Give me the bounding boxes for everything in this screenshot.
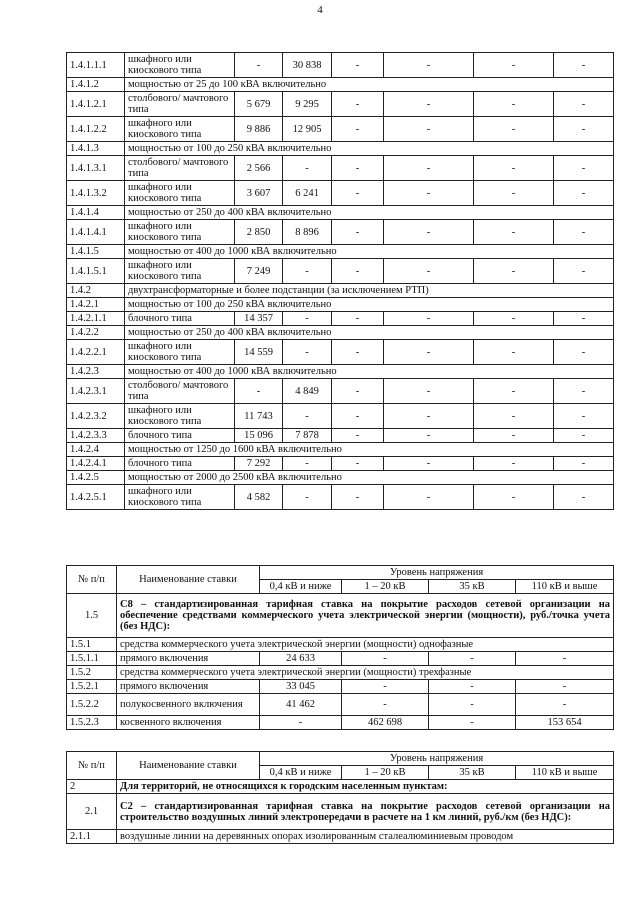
item-label: прямого включения [117,652,260,666]
row-number: 1.4.2 [67,284,125,298]
value-cell: - [384,379,474,404]
value-cell: - [554,485,614,510]
row-number: 1.4.2.1 [67,298,125,312]
value-cell: 7 249 [235,259,283,284]
value-cell: - [384,117,474,142]
value-cell: - [235,379,283,404]
table-row [67,594,614,638]
voltage-level: 110 кВ и выше [516,766,614,780]
value-cell: - [332,485,384,510]
value-cell: 7 878 [283,429,332,443]
value-cell: 24 633 [260,652,342,666]
row-number: 1.4.1.4 [67,206,125,220]
table-row [67,92,614,117]
table-row [67,694,614,716]
value-cell: - [554,379,614,404]
value-cell: - [554,312,614,326]
table-row [67,716,614,730]
col-header-num: № п/п [67,752,117,780]
value-cell: - [384,53,474,78]
table-row [67,326,614,340]
section-label: мощностью от 1250 до 1600 кВА включительно [125,443,614,457]
value-cell: 14 559 [235,340,283,365]
item-label: шкафного или киоскового типа [125,117,235,142]
row-number: 1.4.2.3.2 [67,404,125,429]
value-cell: - [384,156,474,181]
value-cell: - [283,312,332,326]
value-cell: - [260,716,342,730]
table-row [67,457,614,471]
value-cell: - [384,457,474,471]
value-cell: - [474,485,554,510]
table-row [67,365,614,379]
value-cell: 33 045 [260,680,342,694]
col-header-num: № п/п [67,566,117,594]
table-row [67,78,614,92]
table-row [67,471,614,485]
value-cell: - [332,379,384,404]
section-label: мощностью от 250 до 400 кВА включительно [125,206,614,220]
section-label: мощностью от 250 до 400 кВА включительно [125,326,614,340]
value-cell: - [384,92,474,117]
value-cell: 2 566 [235,156,283,181]
value-cell: 7 292 [235,457,283,471]
value-cell: - [516,652,614,666]
value-cell: - [342,652,429,666]
table-row [67,340,614,365]
voltage-level: 35 кВ [429,580,516,594]
row-number: 2 [67,780,117,794]
section-label: мощностью от 100 до 250 кВА включительно [125,142,614,156]
value-cell: 9 295 [283,92,332,117]
value-cell: 41 462 [260,694,342,716]
value-cell: - [474,429,554,443]
table-row [67,680,614,694]
item-label: столбового/ мачтового типа [125,92,235,117]
tariff-table-substations [66,52,614,510]
row-number: 1.4.1.5.1 [67,259,125,284]
section-label: мощностью от 400 до 1000 кВА включительно [125,245,614,259]
value-cell: - [429,694,516,716]
table-row [67,638,614,652]
value-cell: - [283,485,332,510]
value-cell: - [474,156,554,181]
section-label: мощностью от 2000 до 2500 кВА включительно [125,471,614,485]
value-cell: - [332,340,384,365]
table-row [67,830,614,844]
item-label: блочного типа [125,457,235,471]
value-cell: - [283,156,332,181]
row-number: 1.5.1.1 [67,652,117,666]
row-number: 2.1 [67,794,117,830]
section-title: Для территорий, не относящихся к городским населенным пунктам: [117,780,614,794]
row-number: 1.4.1.3 [67,142,125,156]
value-cell: 4 849 [283,379,332,404]
section-title: С8 – стандартизированная тарифная ставка на покрытие расходов сетевой организации на обеспечение средствами коммерческого учета электрической энергии (мощности), руб./точка учета (без НДС): [117,594,614,638]
item-label: косвенного включения [117,716,260,730]
value-cell: - [554,117,614,142]
section-label: средства коммерческого учета электрической энергии (мощности) трехфазные [117,666,614,680]
row-number: 1.4.2.2.1 [67,340,125,365]
row-number: 2.1.1 [67,830,117,844]
item-label: блочного типа [125,429,235,443]
value-cell: - [283,404,332,429]
col-header-name: Наименование ставки [117,566,260,594]
value-cell: - [554,53,614,78]
value-cell: - [332,156,384,181]
page-number: 4 [317,4,323,16]
value-cell: 462 698 [342,716,429,730]
table-row [67,794,614,830]
row-number: 1.4.2.4.1 [67,457,125,471]
voltage-level: 1 – 20 кВ [342,766,429,780]
item-label: столбового/ мачтового типа [125,156,235,181]
value-cell: - [332,404,384,429]
value-cell: - [516,680,614,694]
value-cell: - [554,340,614,365]
table-row [67,298,614,312]
item-label: прямого включения [117,680,260,694]
section-label: мощностью от 25 до 100 кВА включительно [125,78,614,92]
item-label: шкафного или киоскового типа [125,259,235,284]
table-row [67,53,614,78]
value-cell: - [429,652,516,666]
table-row [67,156,614,181]
value-cell: - [342,680,429,694]
value-cell: - [429,680,516,694]
table-row [67,429,614,443]
table-row [67,404,614,429]
value-cell: - [332,312,384,326]
value-cell: - [283,457,332,471]
table-row [67,379,614,404]
value-cell: - [384,404,474,429]
value-cell: - [283,340,332,365]
value-cell: - [474,53,554,78]
row-number: 1.4.1.4.1 [67,220,125,245]
row-number: 1.4.2.3.3 [67,429,125,443]
value-cell: 12 905 [283,117,332,142]
value-cell: 11 743 [235,404,283,429]
value-cell: 14 357 [235,312,283,326]
table-row [67,206,614,220]
value-cell: - [429,716,516,730]
voltage-level: 110 кВ и выше [516,580,614,594]
row-number: 1.4.2.5.1 [67,485,125,510]
value-cell: - [474,340,554,365]
value-cell: - [332,457,384,471]
col-header-name: Наименование ставки [117,752,260,780]
item-label: шкафного или киоскового типа [125,181,235,206]
value-cell: - [474,181,554,206]
section-label: воздушные линии на деревянных опорах изолированным сталеалюминиевым проводом [117,830,614,844]
voltage-level: 1 – 20 кВ [342,580,429,594]
voltage-level: 0,4 кВ и ниже [260,766,342,780]
value-cell: - [474,92,554,117]
item-label: шкафного или киоскового типа [125,53,235,78]
value-cell: - [516,694,614,716]
item-label: шкафного или киоскового типа [125,404,235,429]
value-cell: - [554,457,614,471]
row-number: 1.4.2.4 [67,443,125,457]
value-cell: - [474,457,554,471]
value-cell: - [554,156,614,181]
value-cell: - [332,117,384,142]
row-number: 1.5.2.3 [67,716,117,730]
item-label: шкафного или киоскового типа [125,220,235,245]
table-row [67,652,614,666]
item-label: полукосвенного включения [117,694,260,716]
value-cell: 3 607 [235,181,283,206]
value-cell: - [554,181,614,206]
value-cell: - [332,259,384,284]
row-number: 1.5.2.2 [67,694,117,716]
voltage-level: 0,4 кВ и ниже [260,580,342,594]
voltage-level: 35 кВ [429,766,516,780]
row-number: 1.5.2.1 [67,680,117,694]
value-cell: - [384,220,474,245]
value-cell: - [384,181,474,206]
value-cell: 9 886 [235,117,283,142]
value-cell: 153 654 [516,716,614,730]
value-cell: - [474,117,554,142]
value-cell: - [554,220,614,245]
row-number: 1.4.2.3 [67,365,125,379]
tariff-table-metering [66,565,614,730]
value-cell: - [384,485,474,510]
row-number: 1.5.1 [67,638,117,652]
item-label: шкафного или киоскового типа [125,340,235,365]
value-cell: - [384,340,474,365]
row-number: 1.5.2 [67,666,117,680]
value-cell: - [554,404,614,429]
item-label: блочного типа [125,312,235,326]
section-label: двухтрансформаторные и более подстанции (за исключением РТП) [125,284,614,298]
table-row [67,312,614,326]
table-row [67,284,614,298]
value-cell: - [384,259,474,284]
row-number: 1.4.1.3.1 [67,156,125,181]
table-row [67,259,614,284]
row-number: 1.4.2.5 [67,471,125,485]
section-label: средства коммерческого учета электрической энергии (мощности) однофазные [117,638,614,652]
tariff-table-lines [66,751,614,844]
row-number: 1.4.2.2 [67,326,125,340]
row-number: 1.4.1.2.1 [67,92,125,117]
value-cell: - [342,694,429,716]
value-cell: 15 096 [235,429,283,443]
value-cell: - [474,220,554,245]
value-cell: - [332,220,384,245]
row-number: 1.5 [67,594,117,638]
voltage-header: Уровень напряжения [260,752,614,766]
table-row [67,780,614,794]
table-row [67,485,614,510]
row-number: 1.4.1.1.1 [67,53,125,78]
value-cell: - [332,53,384,78]
section-title: С2 – стандартизированная тарифная ставка на покрытие расходов сетевой организации на строительство воздушных линий электропередачи в расчете на 1 км линий, руб./км (без НДС): [117,794,614,830]
section-label: мощностью от 100 до 250 кВА включительно [125,298,614,312]
value-cell: - [283,259,332,284]
table-row [67,220,614,245]
value-cell: 4 582 [235,485,283,510]
row-number: 1.4.1.3.2 [67,181,125,206]
value-cell: 30 838 [283,53,332,78]
row-number: 1.4.1.5 [67,245,125,259]
value-cell: - [332,92,384,117]
table-row [67,142,614,156]
row-number: 1.4.2.1.1 [67,312,125,326]
value-cell: - [554,259,614,284]
section-label: мощностью от 400 до 1000 кВА включительно [125,365,614,379]
table-row [67,666,614,680]
table-row [67,245,614,259]
value-cell: - [235,53,283,78]
value-cell: - [474,379,554,404]
value-cell: 8 896 [283,220,332,245]
value-cell: - [474,312,554,326]
item-label: столбового/ мачтового типа [125,379,235,404]
value-cell: - [384,312,474,326]
row-number: 1.4.2.3.1 [67,379,125,404]
item-label: шкафного или киоскового типа [125,485,235,510]
value-cell: - [554,92,614,117]
table-row [67,443,614,457]
value-cell: - [474,404,554,429]
value-cell: - [332,181,384,206]
value-cell: - [332,429,384,443]
value-cell: 5 679 [235,92,283,117]
value-cell: - [474,259,554,284]
value-cell: - [554,429,614,443]
row-number: 1.4.1.2 [67,78,125,92]
row-number: 1.4.1.2.2 [67,117,125,142]
table-row [67,181,614,206]
value-cell: - [384,429,474,443]
table-row [67,117,614,142]
value-cell: 6 241 [283,181,332,206]
voltage-header: Уровень напряжения [260,566,614,580]
value-cell: 2 850 [235,220,283,245]
